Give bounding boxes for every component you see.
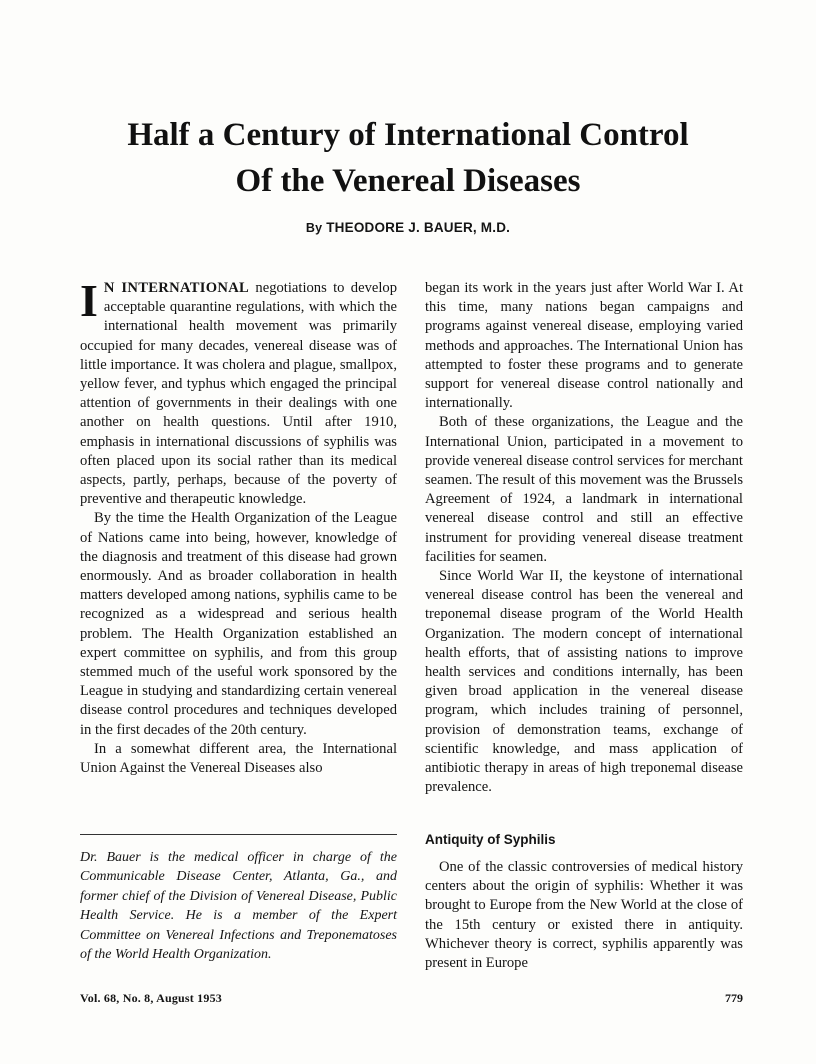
opening-lead-words: N INTERNATIONAL (103, 280, 250, 296)
paragraph-seamen: Both of these organizations, the League and the International Union, participated in a movement to provide venereal disease control services for merchant seamen. The result of this movement was the Brussels Agreement of 1924, a landmark in international venereal disease control and still an effective instrument for providing venereal disease treatment facilities for seamen. (425, 414, 743, 565)
author-footnote: Dr. Bauer is the medical officer in charge of the Communicable Disease Center, Atlanta, Ga., and former chief of the Division of Venereal Disease, Public Health Service. He is a member of the Expert Committee on Venereal Infections and Treponematoses of the World Health Organization. (80, 850, 397, 963)
section-paragraph: One of the classic controversies of medical history centers about the origin of syphilis: Whether it was brought to Europe from the New World at the close of the 15th century or existed there in antiquity. Whichever theory is correct, syphilis apparently was present in Europe (425, 859, 743, 972)
paragraph-international-union: In a somewhat different area, the International Union Against the Venereal Diseases also (80, 740, 397, 777)
title-line-1: Half a Century of International Control (127, 117, 689, 153)
title-line-2: Of the Venereal Diseases (235, 163, 581, 199)
byline-prefix: By (305, 221, 323, 235)
paragraph-who-program: Since World War II, the keystone of international venereal disease control has been the venereal and treponemal disease program of the World Health Organization. The modern concept of international health efforts, that of assisting nations to improve health services and conditions internally, has been given broad application in the venereal disease program, which includes training of personnel, provision of demonstration teams, exchange of scientific knowledge, and mass application of antibiotic therapy in areas of high treponemal disease prevalence. (425, 568, 743, 796)
paragraph-continued: began its work in the years just after World War I. At this time, many nations began campaigns and programs against venereal disease, employing varied methods and approaches. The International Union has attempted to foster these programs and to generate support for venereal disease control nationally and internationally. (425, 280, 743, 412)
byline (0, 220, 816, 235)
footnote-divider (80, 834, 397, 835)
opening-paragraph (80, 275, 397, 509)
page-number: 779 (725, 991, 743, 1005)
paragraph-league-of-nations: By the time the Health Organization of the League of Nations came into being, however, knowledge of the diagnosis and treatment of this disease had grown enormously. And as broader collaboration in health matters developed among nations, syphilis came to be recognized as a widespread and serious health problem. The Health Organization established an expert committee on syphilis, and from this group stemmed much of the useful work sponsored by the League in studying and standardizing certain venereal disease control procedures and techniques developed in the first decades of the 20th century. (80, 510, 397, 738)
left-column (80, 275, 397, 778)
journal-citation: Vol. 68, No. 8, August 1953 (80, 991, 222, 1005)
article-title (60, 112, 756, 204)
drop-cap: I (80, 275, 98, 326)
section-heading: Antiquity of Syphilis (425, 832, 556, 847)
right-column (425, 279, 743, 797)
author-name: THEODORE J. BAUER, M.D. (326, 220, 511, 235)
opening-paragraph-text: negotiations to develop acceptable quarantine regulations, with which the international health movement was primarily occupied for many decades, venereal disease was of little importance. It was cholera and plague, smallpox, yellow fever, and typhus which engaged the principal attention of governments in their dealings with one another on health questions. Until after 1910, emphasis in international discussions of syphilis was often placed upon its social rather than its medical aspects, partly, perhaps, because of the poverty of preventive and therapeutic knowledge. (80, 280, 397, 508)
